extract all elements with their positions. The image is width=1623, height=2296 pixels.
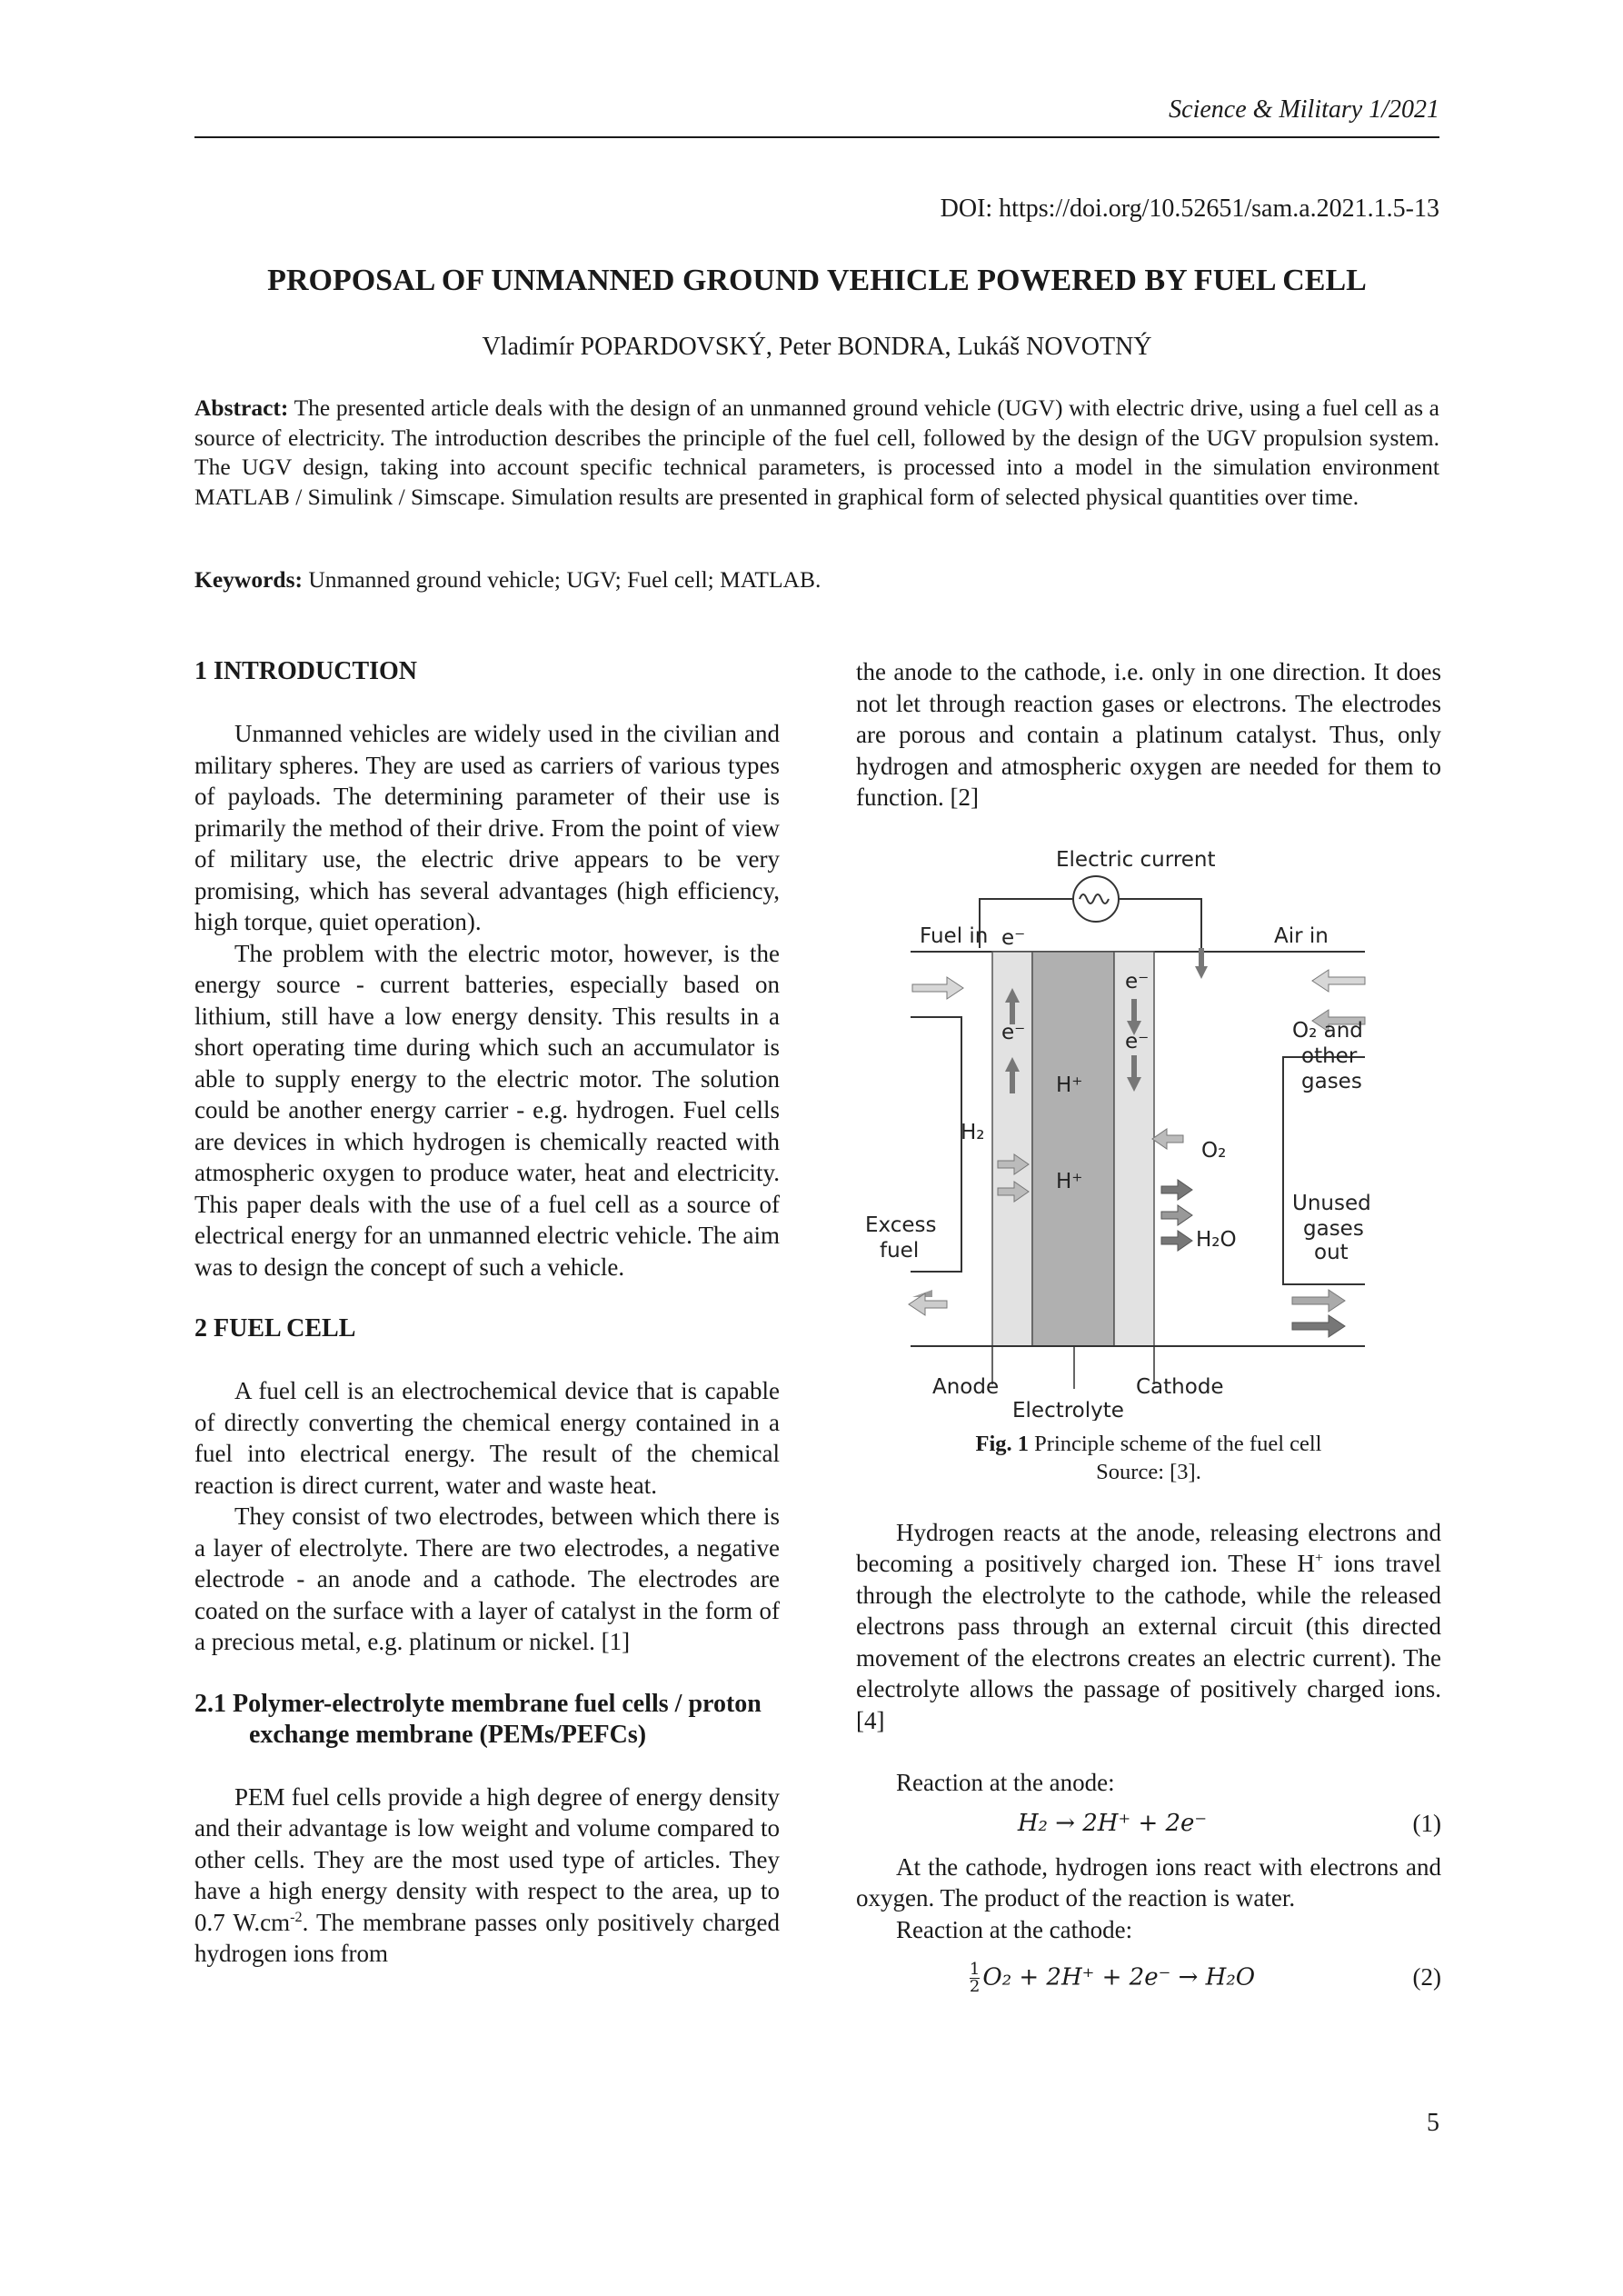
abstract bbox=[194, 394, 1439, 512]
equation-1-number: (1) bbox=[1412, 1809, 1441, 1837]
intro-paragraph-2: The problem with the electric motor, however, is the energy source - current batteries, especially based on lithium, still have a low energy density. This results in a short operating time during which such an accumulator is able to supply energy to the electric motor. The solution could be another energy carrier - e.g. hydrogen. Fuel cells are devices in which hydrogen is chemically reacted with atmospheric oxygen to produce water, heat and electricity. This paper deals with the use of a fuel cell as a source of electrical energy for an unmanned electric vehicle. The aim was to design the concept of such a vehicle. bbox=[194, 939, 780, 1281]
intro-paragraph-1: Unmanned vehicles are widely used in the civilian and military spheres. They are used as carriers of various types of payloads. The determining parameter of their use is primarily the method of their drive. From the point of view of military use, the electric drive appears to be very promising, which has several advantages (high efficiency, high torque, quiet operation). bbox=[194, 720, 780, 935]
equation-2-expr bbox=[856, 1962, 1369, 1995]
label-e-right-2: e⁻ bbox=[1125, 1029, 1150, 1053]
abstract-text: The presented article deals with the design of an unmanned ground vehicle (UGV) with electric drive, using a fuel cell as a source of electricity. The introduction describes the principle of the fuel cell, followed by the design of the UGV propulsion system. The UGV design, taking into account specific technical parameters, is processed into a model in the simulation environment MATLAB / Simulink / Simscape. Simulation results are presented in graphical form of selected physical quantities over time. bbox=[194, 394, 1439, 510]
hydrogen-text-a: Hydrogen reacts at the anode, releasing electrons and becoming a positively charged ion. These H bbox=[856, 1518, 1441, 1577]
left-column bbox=[194, 656, 780, 1970]
figure-source: Source: [3]. bbox=[1096, 1459, 1201, 1484]
pem-text-b: . The membrane passes only positively charged hydrogen ions from bbox=[194, 1908, 780, 1967]
electrolyte-layer bbox=[1032, 952, 1114, 1346]
label-hplus-2: H⁺ bbox=[1056, 1169, 1083, 1193]
equation-1 bbox=[856, 1799, 1441, 1852]
equation-2-fraction bbox=[970, 1962, 980, 1995]
cathode-paragraph: At the cathode, hydrogen ions react with electrons and oxygen. The product of the reaction is water. bbox=[856, 1852, 1441, 1912]
paper-title: PROPOSAL OF UNMANNED GROUND VEHICLE POWERED BY FUEL CELL bbox=[267, 264, 1367, 297]
equation-2-number: (2) bbox=[1412, 1963, 1441, 1991]
abstract-label: Abstract: bbox=[194, 394, 289, 421]
fuel-cell-paragraph-2: They consist of two electrodes, between which there is a layer of electrolyte. There are two electrodes, a negative electrode - an anode and a cathode. The electrodes are coated on the surface with a layer of catalyst in the form of a precious metal, e.g. platinum or nickel. [1] bbox=[194, 1502, 780, 1655]
fuel-cell-figure bbox=[856, 839, 1441, 1421]
doi: DOI: https://doi.org/10.52651/sam.a.2021.1.5-13 bbox=[940, 195, 1439, 223]
label-unused-3: out bbox=[1314, 1240, 1349, 1264]
hydrogen-text-b: ions travel through the electrolyte to the cathode, while the released electrons pass through an external circuit (this directed movement of the electrons creates an electric current). The electrolyte allows the passage of positively charged ions. [4] bbox=[856, 1550, 1441, 1734]
label-excess-1: Excess bbox=[865, 1213, 937, 1237]
keywords-label: Keywords: bbox=[194, 566, 303, 593]
journal-header: Science & Military 1/2021 bbox=[1169, 95, 1439, 124]
circuit-wire-right bbox=[1120, 899, 1201, 948]
cathode-reaction-label: Reaction at the cathode: bbox=[896, 1915, 1133, 1943]
pem-text-a: PEM fuel cells provide a high degree of energy density and their advantage is low weight and volume compared to other cells. They are the most used type of articles. They have a high energy density with respect to the area, up to 0.7 W.cm bbox=[194, 1782, 780, 1936]
section-heading-fuel-cell: 2 FUEL CELL bbox=[194, 1314, 356, 1343]
subsection-heading-pem: 2.1 Polymer-electrolyte membrane fuel cells / proton exchange membrane (PEMs/PEFCs) bbox=[194, 1689, 762, 1749]
equation-2 bbox=[856, 1952, 1441, 2005]
label-o2-gases-1: O₂ and bbox=[1292, 1018, 1363, 1043]
authors: Vladimír POPARDOVSKÝ, Peter BONDRA, Lukáš NOVOTNÝ bbox=[482, 333, 1152, 361]
label-electrolyte: Electrolyte bbox=[1012, 1398, 1124, 1421]
label-electric-current: Electric current bbox=[1056, 847, 1216, 872]
label-unused-1: Unused bbox=[1292, 1191, 1371, 1215]
section-heading-introduction: 1 INTRODUCTION bbox=[194, 657, 418, 685]
label-hplus-1: H⁺ bbox=[1056, 1073, 1083, 1097]
label-excess-2: fuel bbox=[880, 1238, 920, 1263]
right-column bbox=[856, 656, 1441, 2005]
figure-caption-text: Principle scheme of the fuel cell bbox=[1029, 1431, 1322, 1456]
label-h2o: H₂O bbox=[1196, 1227, 1237, 1252]
label-cathode: Cathode bbox=[1136, 1374, 1224, 1399]
figure-caption-label: Fig. 1 bbox=[975, 1431, 1030, 1456]
hydrogen-paragraph bbox=[856, 1517, 1441, 1737]
label-o2: O₂ bbox=[1201, 1138, 1227, 1163]
keywords-text: Unmanned ground vehicle; UGV; Fuel cell; MATLAB. bbox=[302, 566, 821, 593]
label-e-top-left: e⁻ bbox=[1001, 925, 1026, 950]
pem-superscript: -2 bbox=[290, 1908, 303, 1925]
label-h2: H₂ bbox=[961, 1120, 985, 1144]
header-rule bbox=[194, 136, 1439, 138]
keywords bbox=[194, 566, 1439, 594]
pem-paragraph-continued: the anode to the cathode, i.e. only in one direction. It does not let through reaction gases or electrons. The electrodes are porous and contain a platinum catalyst. Thus, only hydrogen and atmospheric oxygen are needed for them to function. [2] bbox=[856, 658, 1441, 811]
equation-1-expr: H₂ → 2H⁺ + 2e⁻ bbox=[1017, 1809, 1208, 1837]
label-o2-gases-2: other bbox=[1301, 1043, 1358, 1068]
label-e-left: e⁻ bbox=[1001, 1020, 1026, 1044]
page-number: 5 bbox=[1427, 2109, 1439, 2137]
fraction-denominator: 2 bbox=[969, 1977, 981, 1996]
pem-paragraph bbox=[194, 1782, 780, 1970]
hydrogen-superscript: + bbox=[1314, 1550, 1324, 1566]
circuit-wire-left bbox=[980, 899, 1072, 948]
anode-reaction-label: Reaction at the anode: bbox=[896, 1769, 1115, 1796]
label-e-right-1: e⁻ bbox=[1125, 969, 1150, 993]
fraction-numerator: 1 bbox=[969, 1960, 981, 1979]
fuel-cell-diagram bbox=[856, 839, 1441, 1421]
equation-2-rest: O₂ + 2H⁺ + 2e⁻ → H₂O bbox=[982, 1963, 1256, 1992]
fuel-cell-paragraph-1: A fuel cell is an electrochemical device that is capable of directly converting the chemical energy contained in a fuel into electrical energy. The result of the chemical reaction is direct current, water and waste heat. bbox=[194, 1377, 780, 1499]
label-anode: Anode bbox=[932, 1374, 1000, 1399]
label-o2-gases-3: gases bbox=[1301, 1069, 1362, 1093]
figure-caption bbox=[856, 1430, 1441, 1458]
label-air-in: Air in bbox=[1274, 923, 1329, 948]
label-fuel-in: Fuel in bbox=[920, 923, 989, 948]
label-unused-2: gases bbox=[1303, 1216, 1364, 1241]
